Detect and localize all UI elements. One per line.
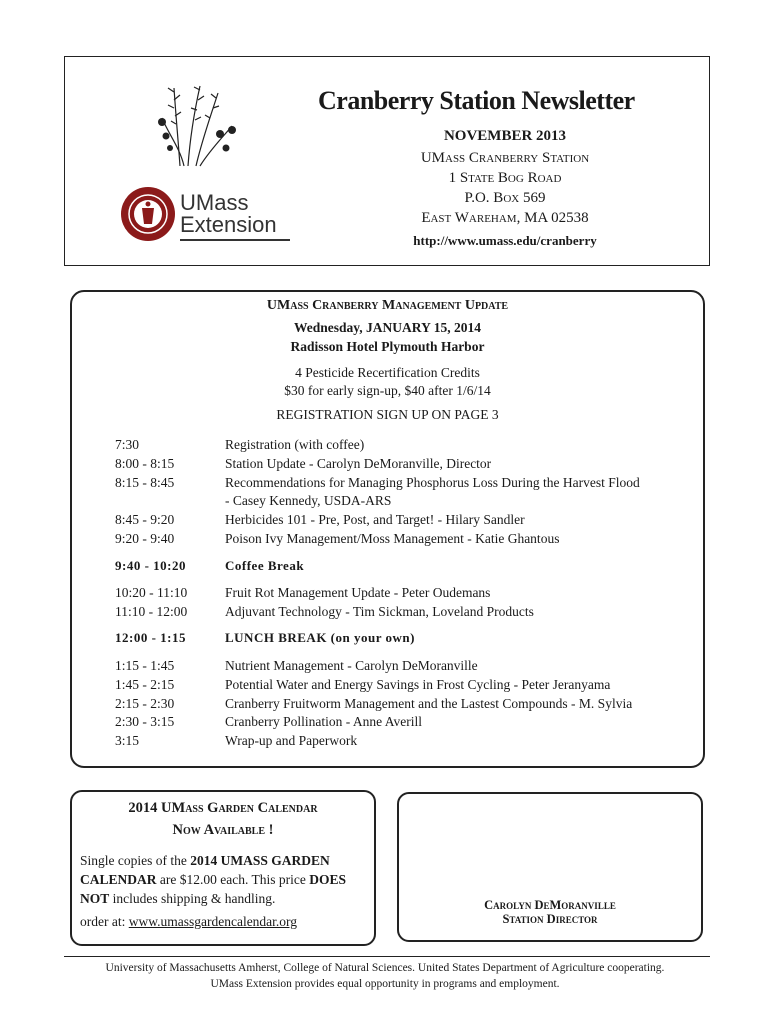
footer-line-2: UMass Extension provides equal opportunity in programs and employment. [210, 978, 560, 990]
calendar-text-bold: 2014 UMASS GARDEN [190, 853, 330, 868]
schedule-desc: Poison Ivy Management/Moss Management - Katie Ghantous [225, 531, 560, 546]
logo-underline [180, 239, 290, 241]
schedule-desc: Cranberry Fruitworm Management and the Lastest Compounds - M. Sylvia [225, 696, 633, 711]
schedule-time: 8:45 - 9:20 [115, 512, 175, 527]
schedule-desc: LUNCH BREAK (on your own) [225, 630, 415, 645]
schedule-desc: Fruit Rot Management Update - Peter Oudemans [225, 585, 491, 600]
director-role: Station Director [502, 912, 598, 926]
schedule-desc: Coffee Break [225, 558, 305, 573]
schedule-desc: Wrap-up and Paperwork [225, 733, 358, 748]
issue-date: NOVEMBER 2013 [443, 128, 567, 144]
footer-line-1: University of Massachusetts Amherst, College of Natural Sciences. United States Department of Agriculture cooperating. [105, 962, 665, 974]
calendar-body [80, 851, 370, 908]
station-name: UMass Cranberry Station [420, 150, 590, 166]
schedule-time: 1:15 - 1:45 [115, 658, 175, 673]
schedule-time: 2:30 - 3:15 [115, 714, 175, 729]
schedule-time: 9:40 - 10:20 [115, 558, 186, 573]
schedule-desc: Herbicides 101 - Pre, Post, and Target! - Hilary Sandler [225, 512, 525, 527]
meeting-cost: $30 for early sign-up, $40 after 1/6/14 [284, 383, 491, 398]
logo-line-1: UMass [180, 190, 249, 215]
calendar-order-link[interactable]: www.umassgardencalendar.org [128, 914, 298, 929]
calendar-text: Single copies of the [80, 853, 191, 868]
schedule-time: 10:20 - 11:10 [115, 585, 188, 600]
calendar-text-bold: DOES [309, 872, 346, 887]
logo-line-2: Extension [180, 212, 277, 237]
schedule-desc: Registration (with coffee) [225, 437, 365, 452]
calendar-text-bold: CALENDAR [80, 872, 157, 887]
schedule-time: 12:00 - 1:15 [115, 630, 186, 645]
newsletter-title: Cranberry Station Newsletter [318, 86, 635, 115]
calendar-text-bold: NOT [80, 891, 110, 906]
meeting-date: Wednesday, JANUARY 15, 2014 [294, 320, 481, 335]
station-pobox: P.O. Box 569 [464, 190, 546, 206]
meeting-heading: UMass Cranberry Management Update [266, 298, 509, 313]
meeting-venue: Radisson Hotel Plymouth Harbor [290, 339, 485, 354]
director-name: Carolyn DeMoranville [484, 898, 616, 912]
meeting-credits: 4 Pesticide Recertification Credits [295, 365, 480, 380]
calendar-order-line [80, 914, 297, 930]
schedule-time: 8:00 - 8:15 [115, 456, 175, 471]
footer-rule [64, 956, 710, 957]
schedule-time: 1:45 - 2:15 [115, 677, 175, 692]
schedule-time: 2:15 - 2:30 [115, 696, 175, 711]
schedule-time: 9:20 - 9:40 [115, 531, 175, 546]
station-street: 1 State Bog Road [448, 170, 562, 186]
station-url[interactable]: http://www.umass.edu/cranberry [413, 233, 597, 248]
schedule-time: 3:15 [115, 733, 140, 748]
station-city: East Wareham, MA 02538 [421, 210, 589, 226]
order-prefix: order at: [80, 914, 129, 929]
schedule-time: 11:10 - 12:00 [115, 604, 188, 619]
schedule-desc: Station Update - Carolyn DeMoranville, Director [225, 456, 492, 471]
schedule-time: 7:30 [115, 437, 140, 452]
schedule-desc: - Casey Kennedy, USDA-ARS [225, 493, 392, 508]
schedule-desc: Potential Water and Energy Savings in Frost Cycling - Peter Jeranyama [225, 677, 611, 692]
schedule-time: 8:15 - 8:45 [115, 475, 175, 490]
calendar-title-1: 2014 UMass Garden Calendar [128, 800, 318, 816]
schedule-desc: Recommendations for Managing Phosphorus Loss During the Harvest Flood [225, 475, 640, 490]
calendar-text: are $12.00 each. This price [156, 872, 310, 887]
cranberry-plant-illustration [150, 78, 250, 168]
schedule-desc: Cranberry Pollination - Anne Averill [225, 714, 422, 729]
umass-logo-text [180, 192, 277, 236]
schedule-desc: Adjuvant Technology - Tim Sickman, Loveland Products [225, 604, 534, 619]
calendar-title-2: Now Available ! [172, 822, 274, 838]
calendar-text: includes shipping & handling. [109, 891, 276, 906]
meeting-signup: REGISTRATION SIGN UP ON PAGE 3 [276, 407, 499, 422]
schedule-desc: Nutrient Management - Carolyn DeMoranville [225, 658, 478, 673]
umass-seal-icon [120, 186, 176, 242]
